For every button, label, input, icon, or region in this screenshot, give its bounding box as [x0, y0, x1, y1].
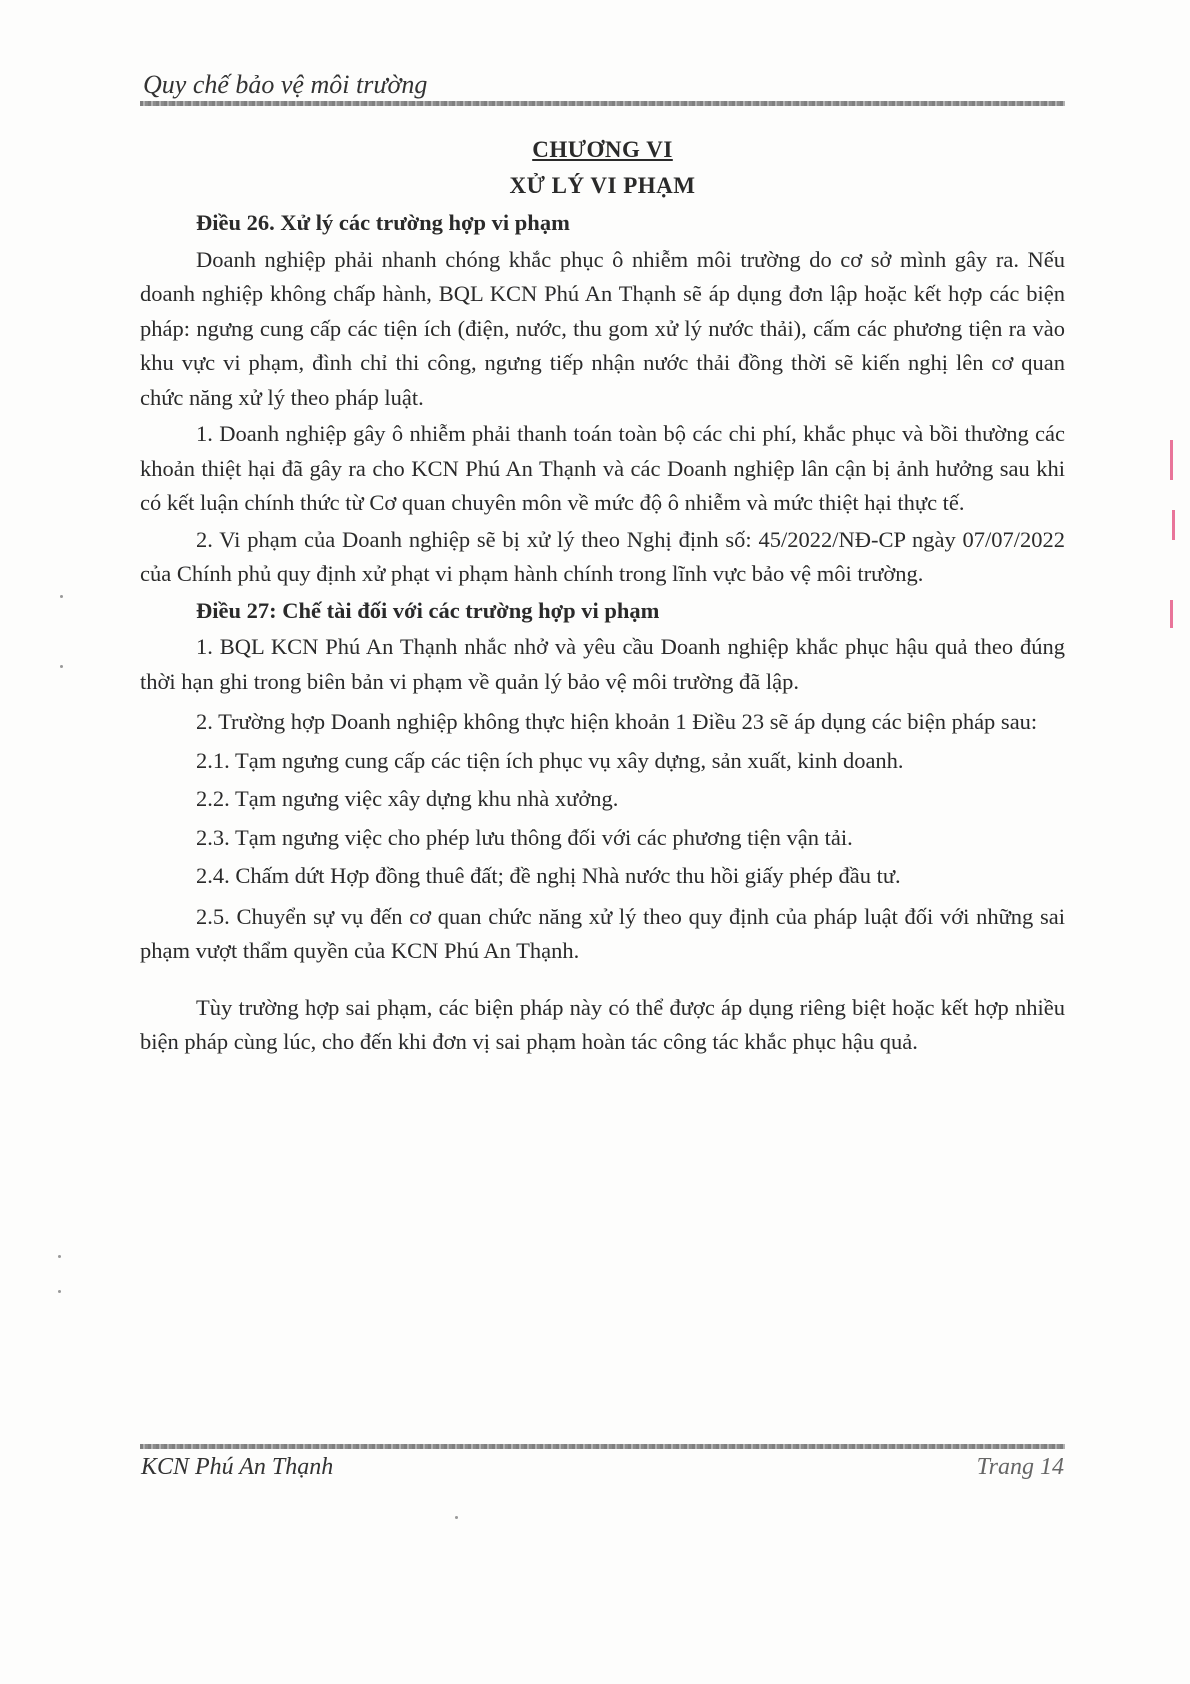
scan-speck	[58, 1255, 61, 1258]
article-27-item: 2.1. Tạm ngưng cung cấp các tiện ích phục vụ xây dựng, sản xuất, kinh doanh.	[196, 747, 904, 773]
running-header: Quy chế bảo vệ môi trường	[143, 70, 428, 99]
margin-mark	[1170, 440, 1173, 480]
article-26-clause-2: 2. Vi phạm của Doanh nghiệp sẽ bị xử lý theo Nghị định số: 45/2022/NĐ-CP ngày 07/07/2022 của Chính phủ quy định xử phạt vi phạm hành chính trong lĩnh vực bảo vệ môi trường.	[140, 526, 1065, 586]
article-27-clause-2: 2. Trường hợp Doanh nghiệp không thực hiện khoản 1 Điều 23 sẽ áp dụng các biện pháp sau:	[196, 709, 1038, 734]
footer-organization: KCN Phú An Thạnh	[141, 1454, 334, 1480]
header-rule	[140, 101, 1065, 106]
article-27-item: 2.2. Tạm ngưng việc xây dựng khu nhà xưởng.	[196, 786, 619, 811]
margin-mark	[1172, 510, 1175, 540]
scan-speck	[58, 1290, 61, 1293]
footer-rule	[140, 1444, 1065, 1449]
article-27-item-2-5: 2.5. Chuyển sự vụ đến cơ quan chức năng xử lý theo quy định của pháp luật đối với những sai phạm vượt thẩm quyền của KCN Phú An Thạnh.	[140, 903, 1065, 963]
page-body	[140, 132, 1065, 1062]
article-26-intro: Doanh nghiệp phải nhanh chóng khắc phục ô nhiễm môi trường do cơ sở mình gây ra. Nếu doanh nghiệp không chấp hành, BQL KCN Phú An Thạnh sẽ áp dụng đơn lập hoặc kết hợp các biện pháp: ngưng cung cấp các tiện ích (điện, nước, thu gom xử lý nước thải), cấm các phương tiện ra vào khu vực vi phạm, đình chỉ thi công, ngưng tiếp nhận nước thải đồng thời sẽ kiến nghị lên cơ quan chức năng xử lý theo pháp luật.	[140, 246, 1065, 410]
scan-speck	[60, 665, 63, 668]
article-27-closing: Tùy trường hợp sai phạm, các biện pháp này có thể được áp dụng riêng biệt hoặc kết hợp nhiều biện pháp cùng lúc, cho đến khi đơn vị sai phạm hoàn tác công tác khắc phục hậu quả.	[140, 994, 1065, 1054]
article-27-clause-1: 1. BQL KCN Phú An Thạnh nhắc nhở và yêu cầu Doanh nghiệp khắc phục hậu quả theo đúng thời hạn ghi trong biên bản vi phạm về quản lý bảo vệ môi trường đã lập.	[140, 634, 1065, 694]
article-27-item: 2.4. Chấm dứt Hợp đồng thuê đất; đề nghị Nhà nước thu hồi giấy phép đầu tư.	[196, 863, 901, 888]
article-27-title: Điều 27: Chế tài đối với các trường hợp vi phạm	[196, 597, 660, 623]
chapter-number: CHƯƠNG VI	[532, 137, 673, 162]
scan-speck	[455, 1516, 458, 1519]
margin-mark	[1170, 600, 1173, 628]
chapter-title: XỬ LÝ VI PHẠM	[509, 173, 696, 198]
scan-speck	[60, 595, 63, 598]
footer-page-number: Trang 14	[976, 1454, 1064, 1480]
article-27-item: 2.3. Tạm ngưng việc cho phép lưu thông đối với các phương tiện vận tải.	[196, 824, 853, 850]
article-26-clause-1: 1. Doanh nghiệp gây ô nhiễm phải thanh toán toàn bộ các chi phí, khắc phục và bồi thường các khoản thiệt hại đã gây ra cho KCN Phú An Thạnh và các Doanh nghiệp lân cận bị ảnh hưởng sau khi có kết luận chính thức từ Cơ quan chuyên môn về mức độ ô nhiễm và mức thiệt hại thực tế.	[140, 421, 1065, 515]
article-26-title: Điều 26. Xử lý các trường hợp vi phạm	[196, 210, 570, 235]
